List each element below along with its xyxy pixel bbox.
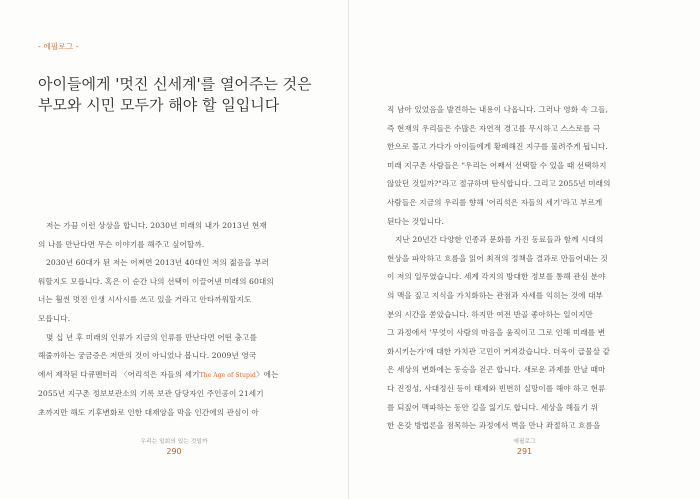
text-line: 즉 현재의 우리들은 수많은 자연적 경고를 무시하고 스스로를 극: [387, 123, 601, 133]
text-line: 초까지만 해도 기후변화로 인한 대재앙을 막을 인간에의 관심이 아: [38, 407, 259, 417]
text-line: 모릅니다.: [38, 313, 71, 323]
text-line: 해줄까하는 궁금증은 저만의 것이 아니었나 봅니다. 2009년 영국: [38, 351, 257, 361]
text-line: 한으로 몰고 가다가 아이들에게 황폐해진 지구를 물려주게 됩니다.: [387, 142, 608, 152]
running-title: 우리는 일회의 있는 것일까: [140, 439, 208, 445]
text-line: 2055년 지구촌 정보보관소의 기록 보관 담당자인 주인공이 21세기: [38, 389, 264, 399]
body-text: [387, 101, 677, 436]
text-line: 은 세상의 변화에는 동승을 걷곤 합니다. 새로운 과제를 만날 때마: [387, 365, 606, 375]
section-label: - 에필로그 -: [38, 42, 79, 51]
text-fragment: 에서 제작된 다큐멘터리 〈어리석은 자들의 세기: [38, 369, 200, 379]
text-line: 너는 훨씬 멋진 인생 시사시를 쓰고 있을 거라고 안타까워할지도: [38, 295, 252, 305]
chapter-title: [38, 74, 328, 116]
text-fragment: 〉에는: [255, 369, 279, 379]
page-footer: [0, 436, 348, 456]
text-line: 된다는 것입니다.: [387, 216, 445, 226]
text-line: 사람들은 지금의 우리를 향해 '어리석은 자들의 세기'라고 부르게: [387, 197, 603, 207]
text-line: 의 맥을 짚고 지식을 가치화하는 관점과 자세를 익히는 것에 대부: [387, 290, 603, 300]
text-line: 현상을 파악하고 흐름을 읽어 최적의 정책을 결과로 만들어내는 것: [387, 253, 608, 263]
text-line: 의 나를 만난다면 무슨 이야기를 해주고 싶어할까.: [38, 239, 205, 249]
right-page: [349, 0, 700, 499]
text-line: 한 온갖 방법론을 점목하는 과정에서 벽을 만나 좌절하고 흐름을: [387, 421, 601, 431]
text-line: 2030년 60대가 된 저는 어쩌면 2013년 40대인 저의 젊음을 부러: [46, 258, 270, 268]
text-line: 몇 십 년 후 미래의 인류가 지금의 인류를 만난다면 어떤 충고를: [46, 332, 258, 342]
text-line: 분의 시간을 쏟았습니다. 하지만 여전 반골 좋아하는 일이지만: [387, 309, 593, 319]
page-number: 290: [166, 447, 182, 456]
text-line: 그 과정에서 '무엇이 사람의 마음을 움직이고 그로 인해 미래를 변: [387, 328, 606, 338]
page-number: 291: [516, 447, 533, 456]
text-line: [38, 366, 323, 386]
text-line: 지난 20년간 다양한 인종과 문화를 가진 동료들과 함께 시대의: [395, 235, 604, 245]
text-line: 저는 가끔 이런 상상을 합니다. 2030년 미래의 내가 2013년 현재: [46, 221, 267, 230]
title-line: 아이들에게 '멋진 신세계'를 열어주는 것은: [38, 75, 312, 93]
text-line: 화시키는가'에 대한 가치관 고민이 커져갔습니다. 더욱이 급물살 같: [387, 346, 611, 356]
doc-title-en: The Age of Stupid: [199, 371, 256, 379]
page-footer: [349, 436, 700, 456]
text-line: 않았던 것일까?"라고 절규하며 탄식합니다. 그리고 2055년 미래의: [387, 179, 611, 189]
running-title: 에필로그: [513, 439, 536, 445]
text-line: 워할지도 모릅니다. 혹은 이 순간 나의 선택이 이끌어낸 미래의 60대의: [38, 276, 274, 286]
text-line: 직 남아 있었음을 발견하는 내용이 나옵니다. 그러나 영화 속 그들,: [387, 105, 608, 114]
left-page: [0, 0, 349, 499]
text-line: 이 저의 일무였습니다. 세계 각지의 방대한 정보를 통해 관심 분야: [387, 272, 606, 282]
body-text: [38, 217, 323, 423]
text-line: 다 진정성, 사대정신 등이 태제와 빈번히 실망이를 해야 하고 현류: [387, 383, 606, 393]
text-line: 를 되짚어 맥파하는 동안 길을 잃기도 합니다. 세상을 해들기 위: [387, 402, 599, 412]
text-line: 미래 지구촌 사람들은 "우리는 어째서 선택할 수 있을 때 선택하지: [387, 160, 607, 170]
title-line: 부모와 시민 모두가 해야 할 일입니다: [38, 96, 280, 114]
